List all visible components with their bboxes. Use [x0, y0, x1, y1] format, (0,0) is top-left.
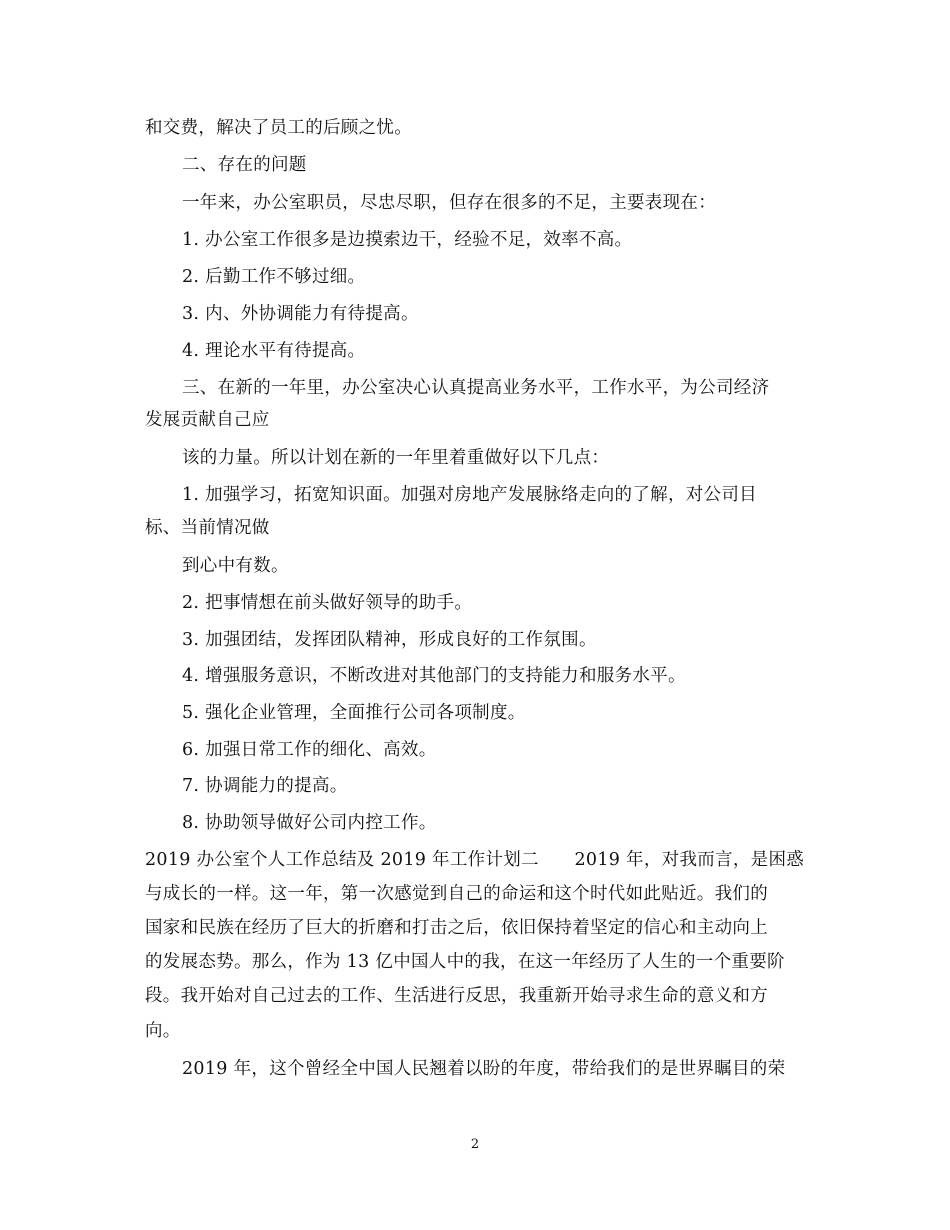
list-item: 6. 加强日常工作的细化、高效。: [182, 740, 437, 760]
list-item: 7. 协调能力的提高。: [182, 776, 348, 796]
list-item: 4. 理论水平有待提高。: [182, 341, 366, 361]
list-item: 3. 加强团结，发挥团队精神，形成良好的工作氛围。: [182, 630, 597, 650]
text-line-10: 该的力量。所以计划在新的一年里着重做好以下几点：: [182, 448, 610, 468]
text-line-12: 标、当前情况做: [145, 518, 270, 538]
text-line-9: 发展贡献自己应: [145, 410, 270, 430]
text-line-25: 段。我开始对自己过去的工作、生活进行反思，我重新开始寻求生命的意义和方: [145, 986, 768, 1006]
list-item: 3. 内、外协调能力有待提高。: [182, 304, 419, 324]
text-line-13: 到心中有数。: [182, 556, 289, 576]
text-line-24: 的发展态势。那么，作为 13 亿中国人中的我，在这一年经历了人生的一个重要阶: [145, 952, 785, 972]
list-item: 1. 加强学习，拓宽知识面。加强对房地产发展脉络走向的了解，对公司目: [182, 485, 757, 505]
list-item: 4. 增强服务意识，不断改进对其他部门的支持能力和服务水平。: [182, 666, 686, 686]
section-heading-problems: 二、存在的问题: [182, 155, 307, 175]
section-heading-plans: 三、在新的一年里，办公室决心认真提高业务水平，工作水平，为公司经济: [182, 378, 770, 398]
text-line-3: 一年来，办公室职员，尽忠尽职，但存在很多的不足，主要表现在：: [182, 193, 716, 213]
list-item: 5. 强化企业管理，全面推行公司各项制度。: [182, 703, 526, 723]
list-item: 8. 协助领导做好公司内控工作。: [182, 813, 437, 833]
list-item: 2. 后勤工作不够过细。: [182, 267, 366, 287]
page-number: 2: [470, 1137, 480, 1152]
list-item: 1. 办公室工作很多是边摸索边干，经验不足，效率不高。: [182, 230, 633, 250]
text-line-22: 与成长的一样。这一年，第一次感觉到自己的命运和这个时代如此贴近。我们的: [145, 884, 768, 904]
article-title-line: 2019 办公室个人工作总结及 2019 年工作计划二 2019 年，对我而言，是困惑: [145, 850, 805, 870]
text-line-23: 国家和民族在经历了巨大的折磨和打击之后，依旧保持着坚定的信心和主动向上: [145, 918, 768, 938]
list-item: 2. 把事情想在前头做好领导的助手。: [182, 593, 473, 613]
text-line-26: 向。: [145, 1021, 181, 1041]
text-line-27: 2019 年，这个曾经全中国人民翘着以盼的年度，带给我们的是世界瞩目的荣: [182, 1059, 786, 1079]
text-line-1: 和交费，解决了员工的后顾之忧。: [145, 118, 412, 138]
